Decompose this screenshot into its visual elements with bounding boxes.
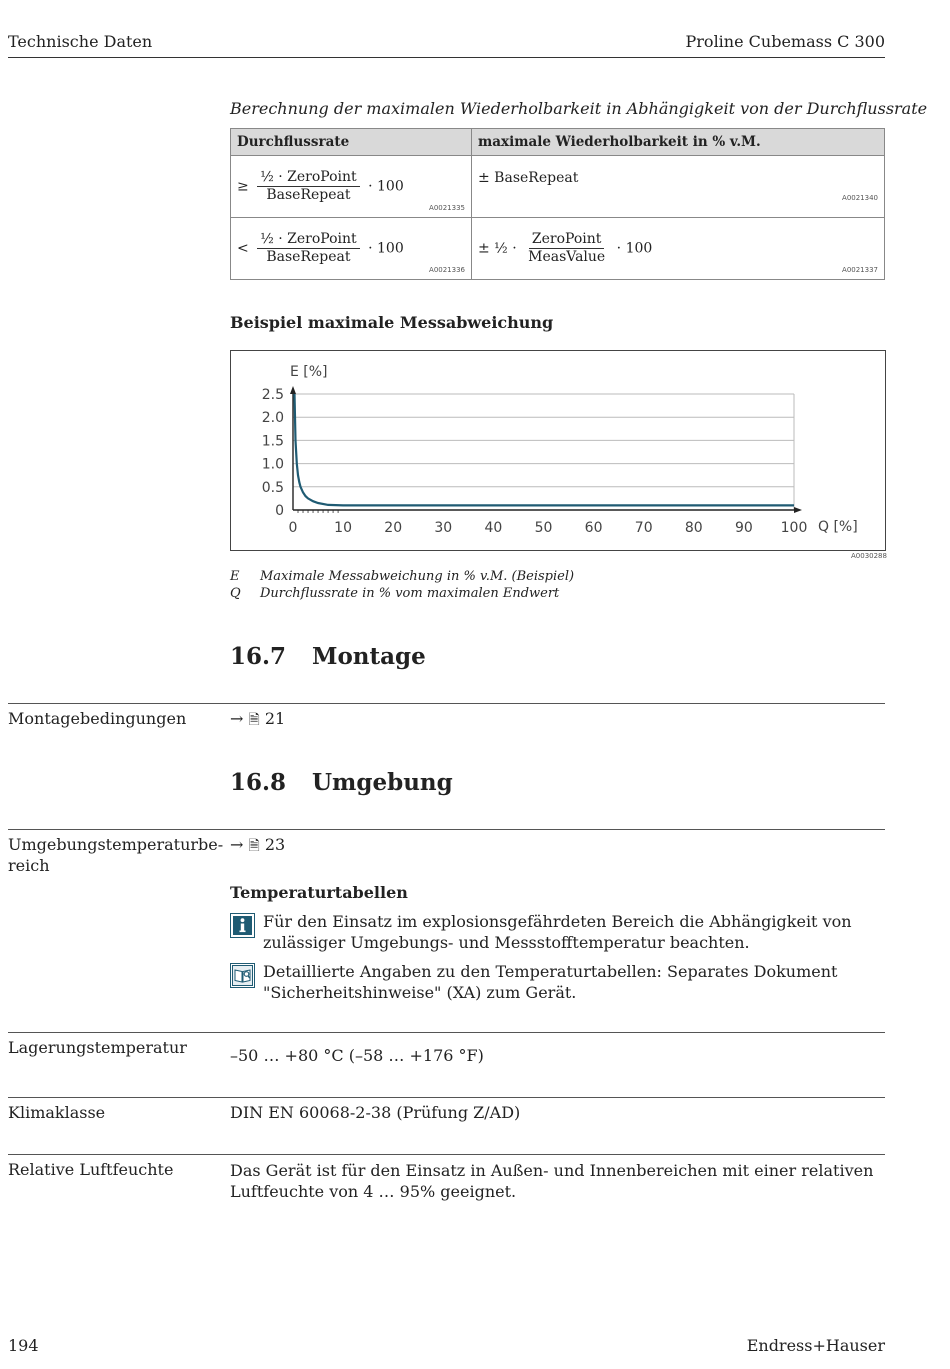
divider <box>8 1154 885 1155</box>
x-tick-label: 60 <box>584 520 603 536</box>
section-title: Umgebung <box>312 769 453 796</box>
y-tick-label: 1.0 <box>261 456 284 473</box>
info-note-text: Für den Einsatz im explosionsgefährdeten Bereich die Abhängigkeit von zulässiger Umgebungs- und Messstofftemperatur beachten. <box>263 912 852 952</box>
repeatability-table <box>230 128 885 280</box>
denominator: MeasValue <box>528 249 606 265</box>
x-tick-label: 10 <box>334 520 353 536</box>
y-tick-label: 0 <box>275 503 284 519</box>
document-note-text: Detaillierte Angaben zu den Temperaturtabellen: Separates Dokument "Sicherheitshinweise" (XA) zum Gerät. <box>263 962 838 1002</box>
fraction <box>257 169 359 204</box>
page-number-footer: 194 <box>8 1336 39 1355</box>
operator: < <box>237 240 249 257</box>
divider <box>8 703 885 704</box>
legend-key-q: Q <box>230 586 241 601</box>
x-tick-label: 30 <box>434 520 453 536</box>
legend-text-e: Maximale Messabweichung in % v.M. (Beispiel) <box>260 569 575 584</box>
repeat-formula <box>472 218 885 280</box>
denominator: BaseRepeat <box>266 187 351 203</box>
x-tick-label: 20 <box>384 520 403 536</box>
numerator: ½ · ZeroPoint <box>257 169 359 187</box>
section-title: Montage <box>312 643 426 670</box>
x-axis-label: Q [%] <box>818 519 858 535</box>
col-header-repeatability: maximale Wiederholbarkeit in % v.M. <box>472 129 885 156</box>
numerator: ZeroPoint <box>529 231 605 249</box>
operator: ≥ <box>237 178 249 195</box>
montage-label: Montagebedingungen <box>8 709 187 728</box>
chart-svg <box>231 351 885 550</box>
storage-temp-label: Lagerungstemperatur <box>8 1038 187 1057</box>
info-icon <box>230 913 254 937</box>
y-tick-label: 2.0 <box>261 410 284 427</box>
header-rule <box>8 57 885 58</box>
formula-code: A0021335 <box>429 204 465 212</box>
y-axis-arrow <box>290 386 296 394</box>
x-tick-label: 90 <box>734 520 753 536</box>
formula-code: A0021337 <box>842 266 878 274</box>
page-icon: 🗎 <box>248 838 260 854</box>
multiplier: · 100 <box>368 178 404 195</box>
series-line <box>295 394 795 505</box>
y-axis-label: E [%] <box>290 364 328 380</box>
formula-code: A0021340 <box>842 194 878 202</box>
section-number: 16.8 <box>230 769 287 796</box>
repeat-value: ± BaseRepeat <box>478 169 579 186</box>
x-tick-label: 100 <box>780 520 808 536</box>
x-tick-label: 80 <box>684 520 703 536</box>
divider <box>8 829 885 830</box>
divider <box>8 1097 885 1098</box>
x-tick-label: 70 <box>634 520 653 536</box>
section-number: 16.7 <box>230 643 287 670</box>
storage-temp-value: –50 … +80 °C (–58 … +176 °F) <box>230 1046 484 1065</box>
legend-key-e: E <box>230 569 240 584</box>
repeat-formula <box>472 156 885 218</box>
multiplier: · 100 <box>616 240 653 257</box>
book-icon <box>230 963 254 987</box>
y-tick-label: 0.5 <box>261 479 284 496</box>
x-tick-label: 0 <box>288 520 298 536</box>
umgebung-label-line1: Umgebungstemperaturbe- <box>8 835 224 854</box>
denominator: BaseRepeat <box>266 249 351 265</box>
header-right: Proline Cubemass C 300 <box>685 32 885 51</box>
montage-reference[interactable] <box>230 709 285 733</box>
umgebung-reference[interactable] <box>230 835 285 859</box>
repeat-prefix: ± ½ · <box>478 240 517 257</box>
page-number: 23 <box>264 835 286 854</box>
climate-class-value: DIN EN 60068-2-38 (Prüfung Z/AD) <box>230 1103 521 1122</box>
divider <box>8 1032 885 1033</box>
col-header-flow: Durchflussrate <box>231 129 472 156</box>
fraction <box>257 231 359 266</box>
numerator: ½ · ZeroPoint <box>257 231 359 249</box>
y-tick-label: 1.5 <box>261 433 284 450</box>
brand-footer: Endress+Hauser <box>746 1336 885 1355</box>
y-tick-label: 2.5 <box>261 387 284 403</box>
x-tick-label: 40 <box>484 520 503 536</box>
temperature-subheading: Temperaturtabellen <box>230 883 408 902</box>
formula-code: A0021336 <box>429 266 465 274</box>
header-left: Technische Daten <box>8 32 153 51</box>
legend-text-q: Durchflussrate in % vom maximalen Endwert <box>260 586 560 601</box>
table-row <box>231 218 885 280</box>
x-tick-label: 50 <box>534 520 553 536</box>
humidity-label: Relative Luftfeuchte <box>8 1160 174 1179</box>
example-heading: Beispiel maximale Messabweichung <box>230 313 554 332</box>
fraction <box>525 231 608 266</box>
x-axis-arrow <box>794 507 802 513</box>
flow-formula <box>231 218 472 280</box>
flow-formula <box>231 156 472 218</box>
table-caption: Berechnung der maximalen Wiederholbarkeit in Abhängigkeit von der Durchflussrate <box>230 99 928 118</box>
page-number: 21 <box>264 709 286 728</box>
climate-class-label: Klimaklasse <box>8 1103 106 1122</box>
error-chart <box>230 350 886 551</box>
table-row <box>231 156 885 218</box>
humidity-value: Das Gerät ist für den Einsatz in Außen- und Innenbereichen mit einer relativen Luftfeuchte von 4 … 95% geeignet. <box>230 1161 874 1201</box>
arrow-right-icon: → <box>230 835 244 854</box>
chart-code: A0030288 <box>851 552 887 560</box>
umgebung-label-line2: reich <box>8 856 50 875</box>
multiplier: · 100 <box>368 240 404 257</box>
page-icon: 🗎 <box>248 712 260 728</box>
arrow-right-icon: → <box>230 709 244 728</box>
